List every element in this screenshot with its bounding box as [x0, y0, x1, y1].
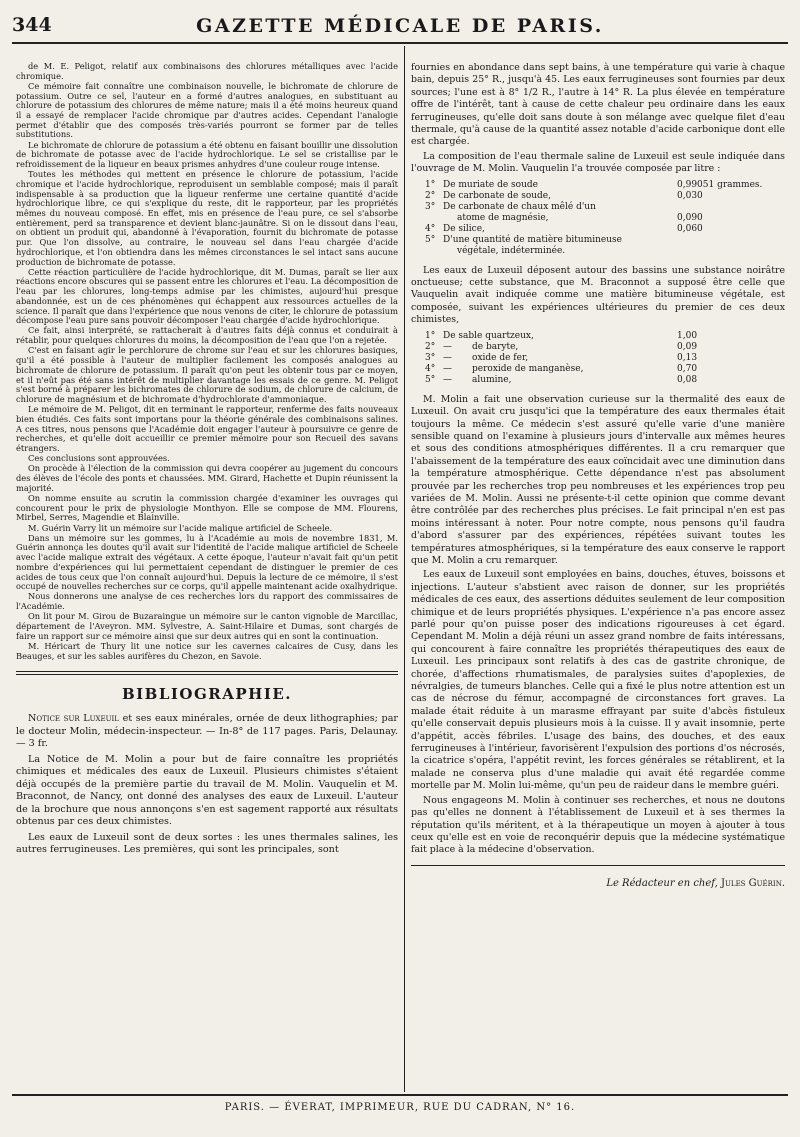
paragraph: C'est en faisant agir le perchlorure de chrome sur l'eau et sur les chlorures basiques, qu'il a été possible à l'auteur de multiplier facilement les composés analogues au bichromate de chlorure de potassium. Il paraît qu'on peut les obtenir tous par ce moyen, et il n'eût pas été sans intérêt de multiplier davantage les essais de ce genre. M. Peligot s'est borné à préparer les bichromates de chlorure de sodium, de chlorure de calcium, de chlorure de magnésium et de bichromate d'hydrochlorate d'ammoniaque. — [16, 345, 398, 404]
paragraph: Ce mémoire fait connaître une combinaison nouvelle, le bichromate de chlorure de potassium. Outre ce sel, l'auteur en a formé d'autres analogues, en substituant au chlorure de potassium des chlorures de même nature; mais il a été moins heureux quand il a essayé de remplacer l'acide chromique par d'autres acides. Cependant l'analogie permet d'établir que des composés très-variés pourront se former par de telles substitutions. — [16, 80, 398, 140]
paragraph: Nous engageons M. Molin à continuer ses recherches, et nous ne doutons pas qu'elles ne donnent à l'établissement de Luxeuil et à ses thermes la réputation qu'ils méritent, et à la thérapeutique un moyen à ajouter à tous ceux qu'elle est en voie de reconquérir depuis que la médecine systématique fait place à la médecine d'observation. — [411, 794, 785, 856]
paragraph: M. Guérin Varry lit un mémoire sur l'acide malique artificiel de Scheele. — [28, 522, 333, 533]
paragraph: Ces conclusions sont approuvées. — [28, 453, 170, 464]
paragraph: On procède à l'élection de la commission qui devra coopérer au jugement du concours des élèves de l'école des ponts et chaussées. MM. Girard, Hachette et Dupin réunissent la majorité. — [16, 463, 398, 493]
paragraph: Le bichromate de chlorure de potassium a été obtenu en faisant bouillir une dissolution de bichromate de potasse avec de l'acide hydrochlorique. Le sel se cristallise par le refroidissement de la liqueur en beaux prismes anhydres d'une couleur rouge intense. — [16, 139, 398, 170]
left-column — [16, 62, 398, 1092]
table-row: 4° De silice, 0,060 — [425, 224, 703, 235]
paragraph: de M. E. Peligot, relatif aux combinaisons des chlorures métalliques avec l'acide chromique. — [16, 62, 398, 81]
bibliography-section — [16, 685, 398, 856]
paragraph: fournies en abondance dans sept bains, à une température qui varie à chaque bain, depuis 25° R., jusqu'à 45. Les eaux ferrugineuses sont fournies par deux sources; l'une est à 8° 1/2 R., l'autre à 14° R. La plus élevée en température offre de l'intérêt, tant à cause de cette chaleur peu ordinaire dans les eaux ferrugineuses, qu'elle doit sans doute à son mélange avec quelque filet d'eau thermale, qu'à cause de la quantité assez notable d'acide carbonique dont elle est chargée. — [411, 62, 785, 148]
table-row: 5° — alumine, 0,08 — [425, 375, 698, 386]
right-column — [411, 62, 785, 1092]
paragraph: On lit pour M. Girou de Buzaraingue un mémoire sur le canton vignoble de Marcillac, département de l'Aveyron. MM. Sylvestre, A. Saint-Hilaire et Dumas, sont chargés de faire un rapport sur ce mémoire ainsi que sur deux autres qui en sont la continuation. — [16, 611, 398, 641]
paragraph: M. Héricart de Thury lit une notice sur les cavernes calcaires de Cusy, dans les Beauges, et sur les sables aurifères du Chezon, en Savoie. — [16, 640, 398, 661]
table-row: 2° — de baryte, 0,09 — [425, 342, 698, 353]
editor-signature: Le Rédacteur en chef, Jules Guérin. — [606, 877, 785, 889]
deposit-table — [411, 331, 785, 386]
masthead — [12, 12, 788, 44]
table-row: 5° D'une quantité de matière bitumineuse — [425, 235, 622, 246]
paragraph: Cette réaction particulière de l'acide hydrochlorique, dit M. Dumas, paraît se lier aux réactions encore obscures qui se passent entre les chlorures et l'eau. La décomposition de l'eau par les chlorures, long-temps admise par les chimistes, aujourd'hui presque abandonnée, est un de ces phénomènes qui échappent aux ressources actuelles de la science. Il paraît que dans l'expérience que nous venons de citer, le chlorure de potassium décompose l'eau pure sans pouvoir décomposer l'eau chargée d'acide hydrochlorique. — [16, 266, 398, 326]
paragraph: Ce fait, ainsi interprété, se rattacherait à d'autres faits déjà connus et conduirait à rétablir, pour quelques chlorures du moins, la décomposition de l'eau que l'on a rejetée. — [16, 325, 398, 346]
paragraph: Dans un mémoire sur les gommes, lu à l'Académie au mois de novembre 1831, M. Guérin annonça les doutes qu'il avait sur l'identité de l'acide malique artificiel de Scheele avec l'acide malique extrait des végétaux. A cette époque, l'auteur n'avait fait qu'un petit nombre d'expériences qui lui permettaient cependant de distinguer le premier de ces acides de tous ceux que l'on connaît aujourd'hui. Depuis la lecture de ce mémoire, il s'est occupé de nouvelles recherches sur ce corps, qu'il appelle maintenant acide oxalhydrique. — [16, 532, 398, 592]
paragraph: Les eaux de Luxeuil déposent autour des bassins une substance noirâtre onctueuse; cette substance, que M. Braconnot a supposé être celle que Vauquelin avait indiquée comme une matière bitumineuse végétale, est composée, suivant les expériences ultérieures du premier de ces deux chimistes, — [411, 264, 785, 326]
academy-report — [16, 62, 398, 661]
page-number: 344 — [12, 14, 52, 36]
paragraph: Toutes les méthodes qui mettent en présence le chlorure de potassium, l'acide chromique et l'acide hydrochlorique, reproduisent un semblable composé; mais il paraît indispensable à sa production que la liqueur renferme une certaine quantité d'acide hydrochlorique libre, ce qui s'explique du reste, dit le rapporteur, par les propriétés mêmes du nouveau composé. En effet, mis en présence de l'eau pure, ce sel s'absorbe entièrement, perd sa transparence et devient blanc-jaunâtre. Si on le dissout dans l'eau, on obtient un produit qui, abandonné à l'évaporation, fournit du bichromate de potasse pur. Que l'on dissolve, au contraire, le nouveau sel dans l'eau chargée d'acide hydrochlorique, et l'on obtiendra dans les mêmes circonstances le sel intact sans aucune production de bichromate de potasse. — [16, 169, 398, 267]
paragraph: La composition de l'eau thermale saline de Luxeuil est seule indiquée dans l'ouvrage de M. Molin. Vauquelin l'a trouvée composée par litre : — [411, 150, 785, 175]
paragraph: On nomme ensuite au scrutin la commission chargée d'examiner les ouvrages qui concourent pour le prix de physiologie Monthyon. Elle se compose de MM. Flourens, Mirbel, Serres, Magendie et Blainville. — [16, 492, 398, 523]
table-row: végétale, indéterminée. — [457, 246, 566, 257]
table-row: 1° De muriate de soude 0,99051 grammes. — [425, 180, 763, 191]
book-details: et ses eaux minérales, ornée de deux lithographies; par le docteur Molin, médecin-inspecteur. — In-8° de 117 pages. Paris, Delaunay. — 3 fr. — [16, 713, 398, 750]
section-divider — [16, 671, 398, 672]
table-row: 2° De carbonate de soude, 0,030 — [425, 191, 703, 202]
printer-imprint: PARIS. — ÉVERAT, IMPRIMEUR, RUE DU CADRAN, N° 16. — [12, 1094, 788, 1132]
paragraph: M. Molin a fait une observation curieuse sur la thermalité des eaux de Luxeuil. On avait cru jusqu'ici que la température des eaux thermales était toujours la même. Ce médecin s'est assuré qu'elle varie d'une manière sensible quand on l'examine à plusieurs jours d'intervalle aux mêmes heures et sous des conditions atmosphériques différentes. Il a cru remarquer que l'abaissement de la température des eaux coïncidait avec une diminution dans la température atmosphérique. Cette dépendance n'est pas absolument prouvée par les recherches trop peu nombreuses et les expériences trop peu variées de M. Molin. Aussi ne présente-t-il cette opinion que comme devant être contrôlée par des recherches plus précises. Le fait principal n'en est pas moins intéressant à noter. Pour notre compte, nous pensons qu'il faudra d'abord s'assurer par des expériences, répétées suivant toutes les températures atmosphériques, si la température des eaux conserve le rapport que M. Molin a cru remarquer. — [411, 393, 785, 566]
book-notice — [16, 713, 398, 750]
editor-name: Jules Guérin. — [721, 877, 785, 889]
bibliography-heading: BIBLIOGRAPHIE. — [121, 685, 293, 704]
book-title: Notice sur Luxeuil — [28, 713, 119, 725]
paragraph: Le mémoire de M. Peligot, dit en terminant le rapporteur, renferme des faits nouveaux bien étudiés. Ces faits sont importans pour la théorie générale des combinaisons salines. A ces titres, nous pensons que l'Académie doit engager l'auteur à poursuivre ce genre de recherches, et qu'elle doit accueillir ce premier mémoire pour son Recueil des savans étrangers. — [16, 404, 398, 453]
composition-table — [411, 180, 785, 257]
table-row: 4° — peroxide de manganèse, 0,70 — [425, 364, 698, 375]
table-row: 3° — oxide de fer, 0,13 — [425, 353, 698, 364]
column-divider — [404, 46, 405, 1092]
table-row: atome de magnésie, 0,090 — [457, 213, 703, 224]
paragraph: La Notice de M. Molin a pour but de faire connaître les propriétés chimiques et médicales des eaux de Luxeuil. Plusieurs chimistes s'étaient déjà occupés de la première partie du travail de M. Molin. Vauquelin et M. Braconnot, de Nancy, ont donné des analyses des eaux de Luxeuil. L'auteur de la brochure que nous annonçons s'en est sagement rapporté aux résultats obtenus par ces deux chimistes. — [16, 753, 398, 828]
publication-title: GAZETTE MÉDICALE DE PARIS. — [196, 15, 604, 37]
paragraph: Les eaux de Luxeuil sont employées en bains, douches, étuves, boissons et injections. L'auteur s'abstient avec raison de donner, sur les propriétés médicales de ces eaux, des assertions déduites seulement de leur composition chimique et de leurs propriétés physiques. L'expérience n'a pas encore assez parlé pour qu'on puisse poser des indications rigoureuses à cet égard. Cependant M. Molin a déjà réuni un assez grand nombre de faits intéressans, qui concourent à faire connaître les propriétés thérapeutiques des eaux de Luxeuil. Les principaux sont relatifs à des cas de gastrite chronique, de chorée, d'affections rhumatismales, de paralysies suites d'apoplexies, de névralgies, de tumeurs blanches. Celle qui a fixé le plus notre attention est un cas de nécrose du fémur, accompagné de circonstances fort graves. La malade était réduite à un marasme effrayant par suite d'abcès fistuleux qu'elle conservait depuis plusieurs mois à la cuisse. Il y avait insomnie, perte d'appétit, accès fébriles. L'usage des bains, des douches, et des eaux ferrugineuses à l'intérieur, favorisèrent l'expulsion des portions d'os nécrosés, la cicatrice s'opéra, l'appétit revint, les forces générales se rétablirent, et la malade ne conserva plus d'une maladie qui avait été regardée comme mortelle par M. Molin lui-même, qu'un peu de raideur dans le membre guéri. — [411, 569, 785, 792]
section-divider — [16, 674, 398, 675]
table-row: 3° De carbonate de chaux mêlé d'un — [425, 202, 596, 213]
paragraph: Nous donnerons une analyse de ces recherches lors du rapport des commissaires de l'Académie. — [16, 591, 398, 612]
paragraph: Les eaux de Luxeuil sont de deux sortes : les unes thermales salines, les autres ferrugineuses. Les premières, qui sont les principales, sont — [16, 831, 398, 856]
table-row: 1° De sable quartzeux, 1,00 — [425, 331, 698, 342]
section-divider — [411, 865, 785, 866]
